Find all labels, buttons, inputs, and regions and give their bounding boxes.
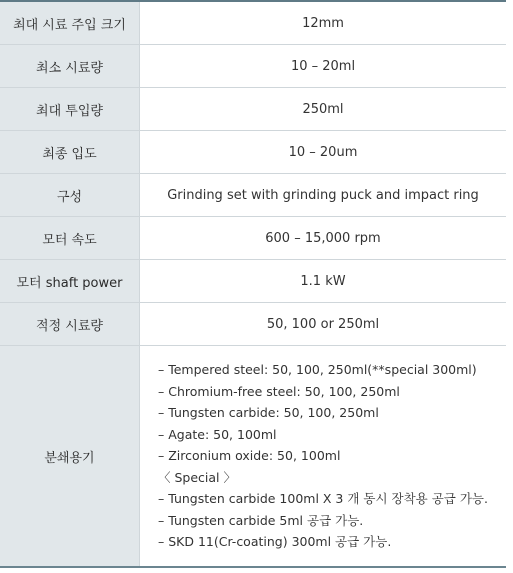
- spec-row-min-sample-amount: [0, 45, 506, 88]
- spec-row-optimal-sample-amount: [0, 303, 506, 346]
- row-label: 적정 시료량: [0, 303, 140, 345]
- row-value: 10 – 20um: [288, 144, 358, 160]
- vessel-line: – Tungsten carbide 100ml X 3 개 동시 장착용 공급 가능.: [158, 491, 488, 507]
- special-heading: 〈 Special 〉: [158, 469, 236, 485]
- row-value: Grinding set with grinding puck and impact ring: [167, 187, 479, 203]
- row-value: 12mm: [302, 15, 344, 31]
- vessel-list: [140, 346, 506, 566]
- vessel-line: – Chromium-free steel: 50, 100, 250ml: [158, 383, 400, 399]
- row-label: 모터 속도: [0, 217, 140, 259]
- row-value: 10 – 20ml: [290, 58, 356, 74]
- row-label: 최대 투입량: [0, 88, 140, 130]
- vessel-line: – Tungsten carbide 5ml 공급 가능.: [158, 512, 364, 528]
- vessel-line: – Agate: 50, 100ml: [158, 426, 277, 442]
- spec-row-motor-speed: [0, 217, 506, 260]
- row-label: 최대 시료 주입 크기: [0, 2, 140, 44]
- vessel-line: – Tungsten carbide: 50, 100, 250ml: [158, 405, 379, 421]
- row-label: 분쇄용기: [0, 346, 140, 566]
- row-value: 1.1 kW: [300, 273, 346, 289]
- row-label: 최소 시료량: [0, 45, 140, 87]
- spec-row-max-input: [0, 88, 506, 131]
- vessel-line: – SKD 11(Cr-coating) 300ml 공급 가능.: [158, 534, 392, 550]
- row-value: 600 – 15,000 rpm: [265, 230, 381, 246]
- vessel-line: – Zirconium oxide: 50, 100ml: [158, 448, 341, 464]
- spec-row-configuration: [0, 174, 506, 217]
- row-value: 50, 100 or 250ml: [266, 316, 380, 332]
- spec-row-grinding-vessel: [0, 346, 506, 566]
- row-label: 최종 입도: [0, 131, 140, 173]
- spec-row-motor-shaft-power: [0, 260, 506, 303]
- row-label: 구성: [0, 174, 140, 216]
- vessel-line: – Tempered steel: 50, 100, 250ml(**special 300ml): [158, 362, 477, 378]
- spec-row-final-particle-size: [0, 131, 506, 174]
- row-value: 250ml: [302, 101, 344, 117]
- row-label: 모터 shaft power: [0, 260, 140, 302]
- spec-row-max-sample-size: [0, 2, 506, 45]
